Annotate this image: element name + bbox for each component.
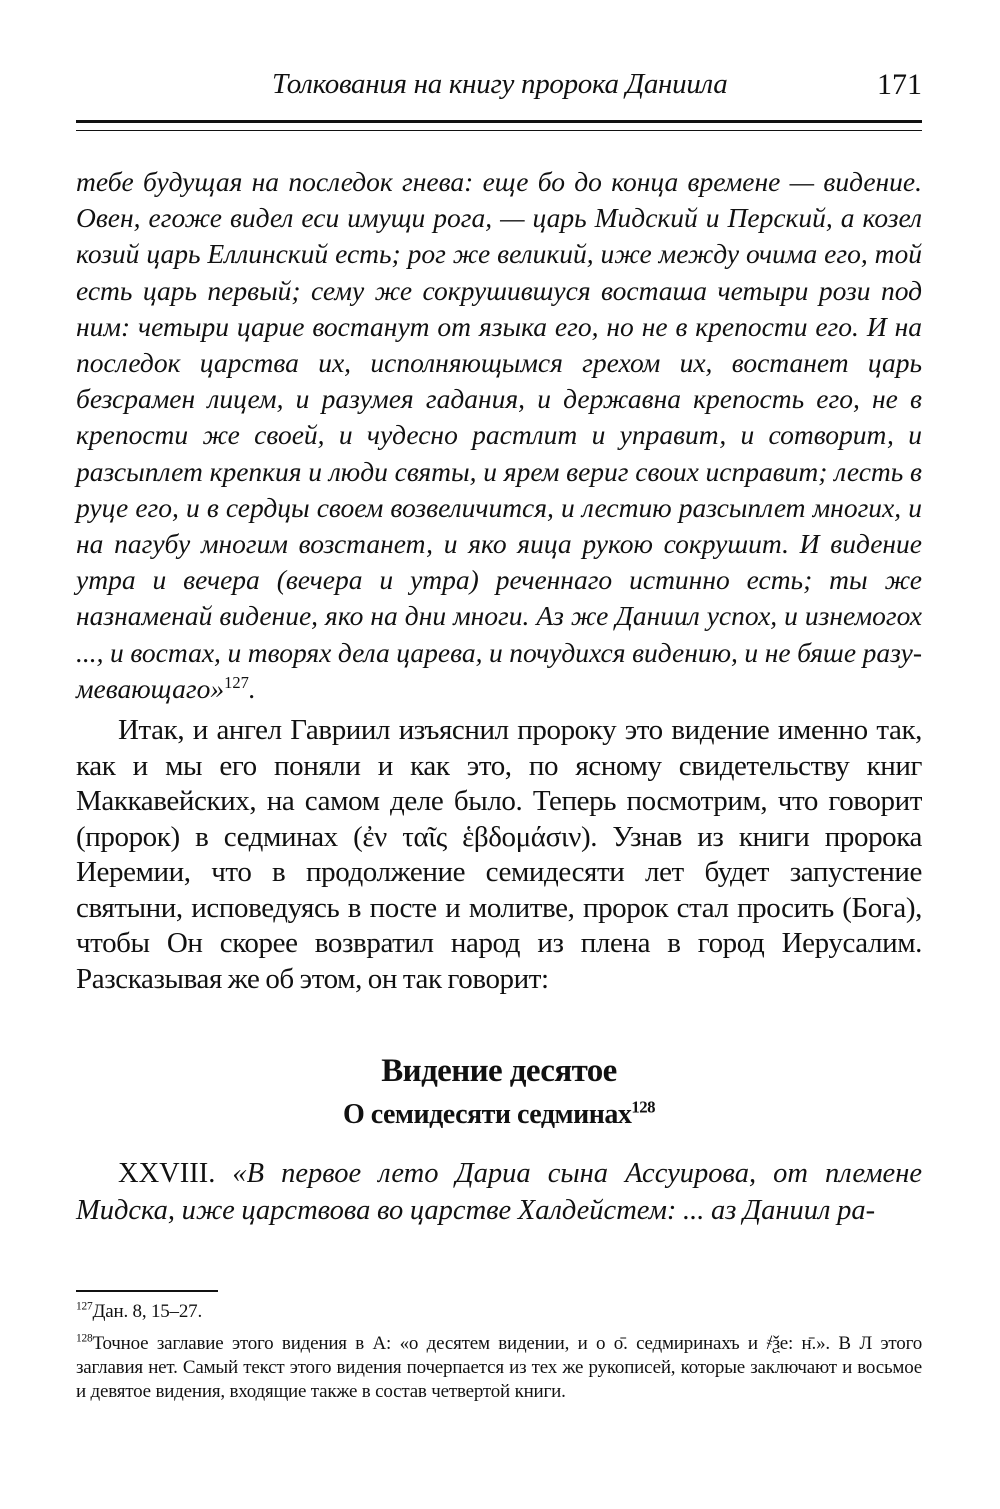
section-heading: Видение десятое (381, 1053, 617, 1090)
book-page (76, 60, 922, 1490)
footnote-ref-127[interactable]: 127 (224, 672, 249, 692)
chapter-paragraph (76, 1155, 922, 1229)
chapter-number: XXVIII. (118, 1158, 216, 1190)
section-subheading (76, 1097, 922, 1133)
footnote-rule (76, 1290, 218, 1292)
footnote-number: 128 (76, 1332, 93, 1345)
quotation-text: тебе будущая на последок гнева: еще бо до конца времене — видение. Овен, егоже видел еси имущи рога, — царь Мидский и Перский, а козел козий царь Еллинский есть; рог же великий, иже между очима его, той есть царь первый; сему же сокрушившуся восташа четыри рози под ним: четыри царие востанут от языка его, но не в крепости его. И на последок царства их, исполняющымся грехом их, востанет царь безсрамен лицем, и разумея гадания, и державна крепость его, не в крепости же своей, и чудесно растлит и управит, и сотворит, и разсыплет крепкия и люди святы, и ярем вериг своих исправит; лесть в руце его, и в сердцы своем возвеличится, и лестию разсыплет многих, и на пагубу многим возстанет, и яко яица рукою сокрушит. И видение утра и вечера (вечера и утра) реченнаго истинно есть; ты же назнаменай видение, яко на дни многи. Аз же Даниил успох, и изнемогох ..., и востах, и творях дела царева, и почудихся видению, и не бяше разумевающаго» (76, 166, 922, 704)
footnote-128 (76, 1332, 922, 1404)
header-rule-thick (76, 120, 922, 123)
header-rule-thin (76, 130, 922, 131)
subheading-text: О семидесяти седминах (342, 1099, 632, 1131)
footnote-127 (76, 1300, 922, 1324)
body-text (76, 164, 922, 1229)
footnote-text: Дан. 8, 15–27. (92, 1301, 203, 1322)
commentary-paragraph: Итак, и ангел Гавриил изъяснил пророку это видение именно так, как и мы его поняли и как это, по ясному свидетельству книг Маккавейских, на самом деле было. Теперь посмотрим, что говорит (пророк) в седминах (ἐν ταῖς ἑβδομάσιν). Узнав из книги пророка Иеремии, что в продолжение семидесяти лет будет запустение святыни, исповедуясь в посте и молитве, пророк стал просить (Бога), чтобы Он скорее возвратил народ из плена в город Иерусалим. Разсказывая же об этом, он так говорит: (76, 714, 922, 995)
quotation-paragraph: тебе будущая на последок гнева: еще бо до конца времене — видение. Овен, егоже видел еси имущи рога, — царь Мидский и Перский, а козел козий царь Еллинский есть; рог же великий, иже между очима его, той есть царь первый; сему же сокрушившуся восташа четыри рози под ним: четыри царие востанут от языка его, но не в крепости его. И на последок царства их, исполняющымся грехом их, востанет царь безсрамен лицем, и разумея гадания, и державна крепость его, не в крепости же своей, и чудесно растлит и управит, и сотворит, и разсыплет крепкия и люди святы, и ярем вериг своих исправит; лесть в руце его, и в сердцы своем возвеличится, и лестию разсыплет многих, и на пагубу многим возстанет, и яко яица рукою сокрушит. И видение утра и вечера (вечера и утра) реченнаго истинно есть; ты же назнаменай видение, яко на дни многи. Аз же Даниил успох, и изнемогох ..., и востах, и творях дела царева, и почудихся видению, и не бяше разумевающаго»$^{127}$. (76, 166, 922, 704)
running-title: Толкования на книгу пророка Даниила (272, 68, 728, 100)
footnote-text: Точное заглавие этого видения в А: «о десятем видении, и о о̄. седмиринахъ и ҂ѯе: н̄.». В Л этого заглавия нет. Самый текст этого видения почерпается из тех же рукописей, которые заключают и восьмое и девятое видения, входящие также в состав четвертой книги. (76, 1333, 922, 1402)
footnote-number: 127 (76, 1300, 93, 1313)
chapter-text: «В первое лето Дариа сына Ассуирова, от племене Мидска, иже царствова во царстве Халдейстем: ... аз Даниил ра- (76, 1158, 922, 1227)
footnote-ref-128[interactable]: 128 (631, 1097, 656, 1117)
page-number: 171 (877, 68, 922, 101)
page-header (76, 60, 922, 116)
footnotes (76, 1300, 922, 1412)
